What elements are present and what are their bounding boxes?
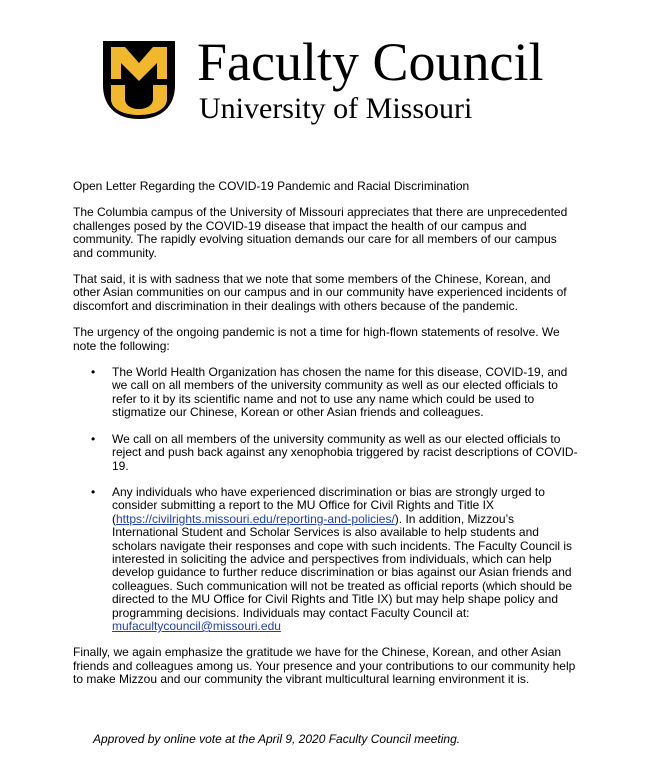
letter-body (73, 180, 578, 700)
list-item (73, 433, 578, 473)
email-link[interactable]: mufacultycouncil@missouri.edu (112, 618, 281, 633)
mu-logo (103, 41, 175, 119)
bullet-list (73, 366, 578, 633)
bullet-text-3-middle: ). In addition, Mizzou’s International Student and Scholar Services is also available to help students and scholars navigate their responses and cope with such incidents. The Faculty Council is interested in soliciting the advice and perspectives from individuals, which can help develop guidance to further reduce discrimination or bias against our Asian friends and colleagues. Such communication will not be treated as official reports (which should be directed to the MU Office for Civil Rights and Title IX) but may help shape policy and programming decisions. Individuals may contact Faculty Council at: (112, 511, 573, 620)
approval-note: Approved by online vote at the April 9, 2020 Faculty Council meeting. (93, 732, 461, 746)
letterhead (0, 0, 646, 150)
page-title: Faculty Council (197, 32, 544, 92)
bullet-text-1: The World Health Organization has chosen the name for this disease, COVID-19, and we call on all members of the university community as well as our elected officials to refer to it by its scientific name and not to use any name which could be used to stigmatize our Chinese, Korean or other Asian friends and colleagues. (112, 365, 568, 420)
bullet-text-2: We call on all members of the university community as well as our elected officials to reject and push back against any xenophobia triggered by racist descriptions of COVID-19. (112, 431, 578, 473)
paragraph-1: The Columbia campus of the University of Missouri appreciates that there are unprecedented challenges posed by the COVID-19 disease that impact the health of our campus and community. The rapidly evolving situation demands our care for all members of our campus and community. (73, 205, 568, 260)
letter-heading: Open Letter Regarding the COVID-19 Pandemic and Racial Discrimination (73, 179, 470, 193)
list-item (73, 366, 578, 420)
bullet-marker: • (91, 484, 96, 499)
paragraph-2: That said, it is with sadness that we note that some members of the Chinese, Korean, and other Asian communities on our campus and in our community have experienced incidents of discomfort and discrimination in their dealings with others because of the pandemic. (73, 272, 567, 313)
bullet-text-3-start: Any individuals who have experienced discrimination or bias are strongly urged to consider submitting a report to the MU Office for Civil Rights and Title IX ( (112, 484, 545, 526)
paragraph-3: The urgency of the ongoing pandemic is not a time for high-flown statements of resolve. We note the following: (73, 325, 560, 353)
paragraph-4: Finally, we again emphasize the gratitude we have for the Chinese, Korean, and other Asian friends and colleagues among us. Your presence and your contributions to our community help to make Mizzou and our community the vibrant multicultural learning environment it is. (73, 645, 576, 687)
bullet-marker: • (91, 365, 96, 380)
page-subtitle: University of Missouri (199, 92, 473, 125)
bullet-marker: • (91, 431, 96, 446)
list-item (73, 486, 578, 633)
civil-rights-link[interactable]: https://civilrights.missouri.edu/reporting-and-policies/ (116, 511, 395, 526)
